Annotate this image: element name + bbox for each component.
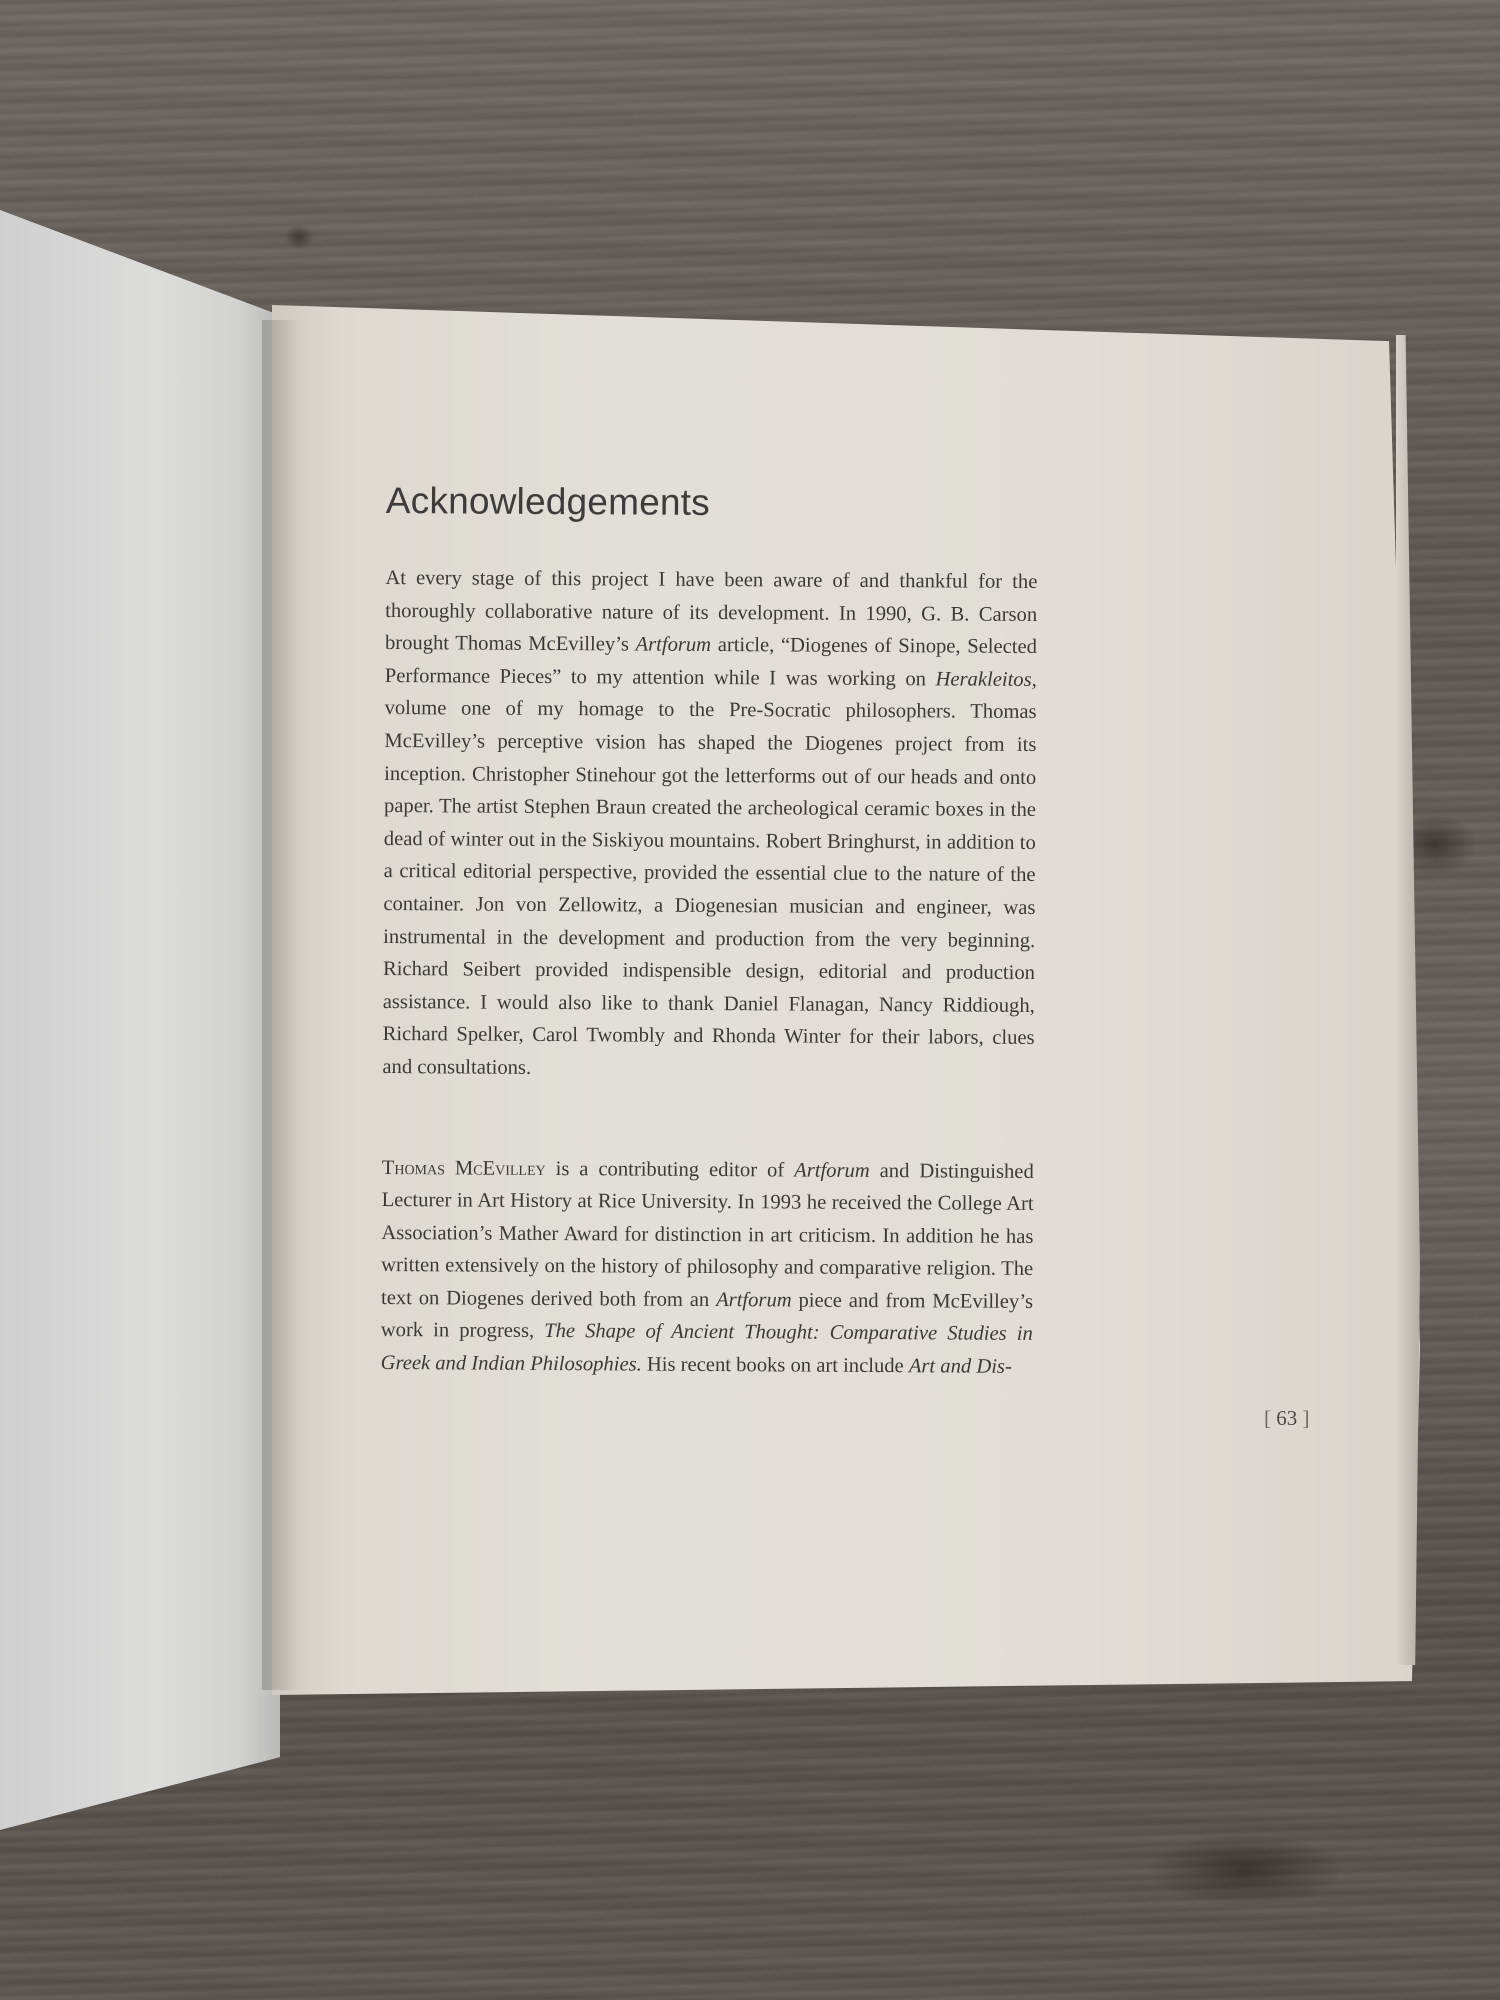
acknowledgements-paragraph <box>382 562 1037 1087</box>
page-text-block <box>381 480 1038 1384</box>
text-run: piece and from McEvilley’s work in progress, <box>380 1289 1034 1343</box>
text-run: and Distinguished Lecturer in Art History at Rice University. In 1993 he received the College Art Association’s Mather Award for distinction in art criticism. In addition he has written extensively on the history of philosophy and comparative religion. The text on Diogenes derived both from an <box>380 1159 1034 1311</box>
author-bio-paragraph <box>381 1151 1034 1383</box>
text-run: volume one of my homage to the Pre-Socratic philosophers. Thomas McEvilley’s perceptive vision has shaped the Diogenes project from its inception. Christopher Stinehour got the letterforms out of our heads and onto paper. The artist Stephen Braun created the archeological ceramic boxes in the dead of winter out in the Siskiyou mountains. Robert Bringhurst, in addition to a critical editorial perspective, provided the essential clue to the nature of the container. Jon von Zellowitz, a Diogenesian musician and engineer, was instrumental in the development and production from the very beginning. Richard Seibert provided indispensible design, editorial and production assistance. I would also like to thank Daniel Flanagan, Nancy Riddiough, Richard Spelker, Carol Twombly and Rhonda Winter for their labors, clues and consultations. <box>382 697 1037 1079</box>
left-page <box>0 210 280 1830</box>
wood-knot <box>285 225 313 249</box>
text-run: At every stage of this project I have been aware of and thankful for the thoroughly collaborative nature of its development. In 1990, G. B. Carson brought Thomas McEvilley’s <box>384 566 1038 656</box>
page-edge <box>1396 335 1420 1665</box>
italic-title: Herakleitos, <box>935 668 1037 691</box>
text-run: article, “Diogenes of Sinope, Selected Performance Pieces” to my attention while I was working on <box>384 634 1038 691</box>
page-number <box>1264 1406 1310 1431</box>
author-name: Thomas McEvilley <box>381 1156 546 1180</box>
bracket-close: ] <box>1302 1406 1310 1430</box>
italic-title: Art and Dis- <box>908 1355 1012 1378</box>
spine-shadow <box>262 320 302 1690</box>
text-run: is a contributing editor of <box>545 1157 795 1182</box>
text-run: His recent books on art include <box>641 1353 909 1378</box>
wood-knot <box>1150 1835 1340 1905</box>
italic-title: Artforum <box>635 633 712 657</box>
page-heading: Acknowledgements <box>385 480 711 523</box>
italic-title: Artforum <box>716 1288 792 1312</box>
italic-title: Artforum <box>794 1159 870 1182</box>
bracket-open: [ <box>1264 1406 1271 1430</box>
page-number-value: 63 <box>1276 1406 1298 1430</box>
italic-title: The Shape of Ancient Thought: Comparative Studies in Greek and Indian Philosophies. <box>380 1320 1033 1376</box>
